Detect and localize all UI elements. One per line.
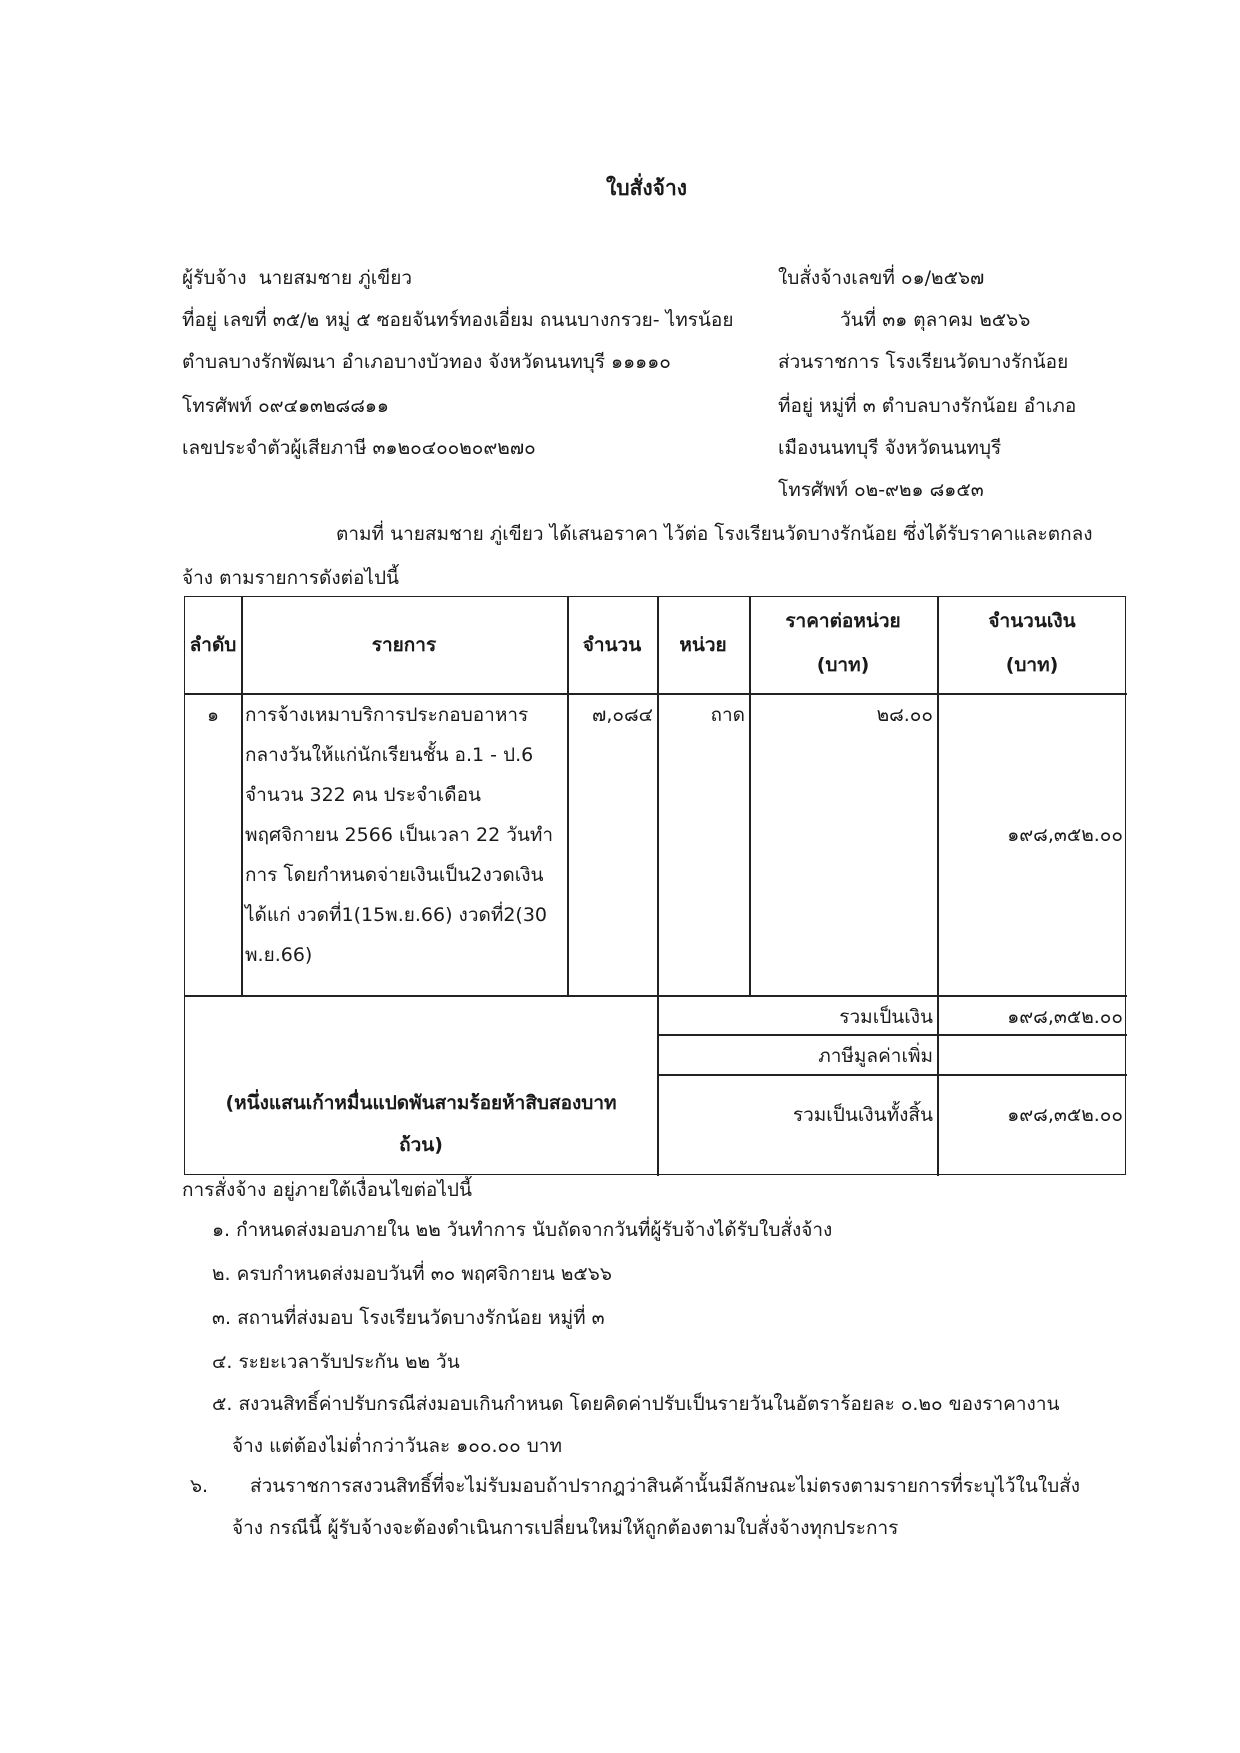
total-value: ๑๙๘,๓๕๒.๐๐ bbox=[1007, 1104, 1123, 1126]
contractor-phone: โทรศัพท์ ๐๙๔๑๓๒๘๘๑๑ bbox=[182, 395, 389, 417]
condition-3: ๓. สถานที่ส่งมอบ โรงเรียนวัดบางรักน้อย หมู่ที่ ๓ bbox=[212, 1307, 605, 1329]
condition-5-cont: จ้าง แต่ต้องไม่ต่ำกว่าวันละ ๑๐๐.๐๐ บาท bbox=[232, 1435, 562, 1457]
condition-6-number: ๖. bbox=[190, 1475, 209, 1497]
contractor-address-1: ที่อยู่ เลขที่ ๓๕/๒ หมู่ ๕ ซอยจันทร์ทองเอี่ยม ถนนบางกรวย- ไทรน้อย bbox=[182, 309, 734, 331]
subtotal-value: ๑๙๘,๓๕๒.๐๐ bbox=[1007, 1006, 1123, 1028]
contractor-label: ผู้รับจ้าง bbox=[182, 267, 247, 289]
condition-2: ๒. ครบกำหนดส่งมอบวันที่ ๓๐ พฤศจิกายน ๒๕๖๖ bbox=[212, 1263, 612, 1285]
row-desc-2: กลางวันให้แก่นักเรียนชั้น อ.1 - ป.6 bbox=[245, 744, 534, 766]
order-date: วันที่ ๓๑ ตุลาคม ๒๕๖๖ bbox=[840, 309, 1031, 331]
agency-address-2: เมืองนนทบุรี จังหวัดนนทบุรี bbox=[778, 437, 1002, 459]
row-unit: ถาด bbox=[710, 704, 745, 726]
order-number: ใบสั่งจ้างเลขที่ ๐๑/๒๕๖๗ bbox=[778, 267, 985, 289]
order-table bbox=[184, 596, 1126, 1175]
row-desc-5: การ โดยกำหนดจ่ายเงินเป็น2งวดเงิน bbox=[245, 864, 544, 886]
total-label: รวมเป็นเงินทั้งสิ้น bbox=[792, 1104, 933, 1126]
conditions-title: การสั่งจ้าง อยู่ภายใต้เงื่อนไขต่อไปนี้ bbox=[182, 1179, 472, 1201]
intro-line-1: ตามที่ นายสมชาย ภู่เขียว ได้เสนอราคา ไว้ต่อ โรงเรียนวัดบางรักน้อย ซึ่งได้รับราคาและตกลง bbox=[336, 523, 1093, 545]
row-qty: ๗,๐๘๔ bbox=[592, 704, 653, 726]
condition-6: ส่วนราชการสงวนสิทธิ์ที่จะไม่รับมอบถ้าปรากฎว่าสินค้านั้นมีลักษณะไม่ตรงตามรายการที่ระบุไว้ในใบสั่ง bbox=[250, 1475, 1081, 1497]
row-price: ๒๘.๐๐ bbox=[876, 704, 933, 726]
header-price: ราคาต่อหน่วย bbox=[785, 610, 901, 632]
header-price-unit: (บาท) bbox=[816, 654, 870, 676]
header-no: ลำดับ bbox=[189, 634, 237, 656]
condition-1: ๑. กำหนดส่งมอบภายใน ๒๒ วันทำการ นับถัดจากวันที่ผู้รับจ้างได้รับใบสั่งจ้าง bbox=[212, 1219, 833, 1241]
row-desc-4: พฤศจิกายน 2566 เป็นเวลา 22 วันทำ bbox=[245, 824, 554, 846]
contractor-name-line bbox=[182, 266, 412, 290]
agency-phone: โทรศัพท์ ๐๒-๙๒๑ ๘๑๕๓ bbox=[778, 479, 984, 501]
header-amount: จำนวนเงิน bbox=[988, 610, 1076, 632]
intro-line-2: จ้าง ตามรายการดังต่อไปนี้ bbox=[182, 567, 400, 589]
amount-words-1: (หนึ่งแสนเก้าหมื่นแปดพันสามร้อยห้าสิบสองบาท bbox=[225, 1092, 617, 1114]
vat-label: ภาษีมูลค่าเพิ่ม bbox=[818, 1045, 933, 1067]
amount-words-2: ถ้วน) bbox=[399, 1134, 443, 1156]
condition-6-cont: จ้าง กรณีนี้ ผู้รับจ้างจะต้องดำเนินการเปลี่ยนใหม่ให้ถูกต้องตามใบสั่งจ้างทุกประการ bbox=[232, 1517, 899, 1539]
agency-address-1: ที่อยู่ หมู่ที่ ๓ ตำบลบางรักน้อย อำเภอ bbox=[778, 395, 1077, 417]
condition-4: ๔. ระยะเวลารับประกัน ๒๒ วัน bbox=[212, 1351, 460, 1373]
agency-name: ส่วนราชการ โรงเรียนวัดบางรักน้อย bbox=[778, 351, 1069, 373]
header-amount-unit: (บาท) bbox=[1005, 654, 1059, 676]
header-qty: จำนวน bbox=[582, 634, 642, 656]
row-desc-7: พ.ย.66) bbox=[245, 944, 313, 966]
header-item: รายการ bbox=[371, 634, 437, 656]
header-unit: หน่วย bbox=[679, 634, 727, 656]
row-desc-1: การจ้างเหมาบริการประกอบอาหาร bbox=[245, 704, 529, 726]
condition-5: ๕. สงวนสิทธิ์ค่าปรับกรณีส่งมอบเกินกำหนด โดยคิดค่าปรับเป็นรายวันในอัตราร้อยละ ๐.๒๐ ของราคางาน bbox=[212, 1393, 1060, 1415]
row-desc-6: ได้แก่ งวดที่1(15พ.ย.66) งวดที่2(30 bbox=[245, 904, 548, 926]
document-title: ใบสั่งจ้าง bbox=[606, 176, 688, 200]
contractor-address-2: ตำบลบางรักพัฒนา อำเภอบางบัวทอง จังหวัดนนทบุรี ๑๑๑๑๐ bbox=[182, 351, 671, 373]
row-no: ๑ bbox=[206, 704, 220, 726]
row-desc-3: จำนวน 322 คน ประจำเดือน bbox=[245, 784, 482, 806]
contractor-tax-id: เลขประจำตัวผู้เสียภาษี ๓๑๒๐๔๐๐๒๐๙๒๗๐ bbox=[182, 437, 536, 459]
contractor-name: นายสมชาย ภู่เขียว bbox=[258, 267, 413, 289]
subtotal-label: รวมเป็นเงิน bbox=[839, 1006, 933, 1028]
row-amount: ๑๙๘,๓๕๒.๐๐ bbox=[1007, 824, 1123, 846]
